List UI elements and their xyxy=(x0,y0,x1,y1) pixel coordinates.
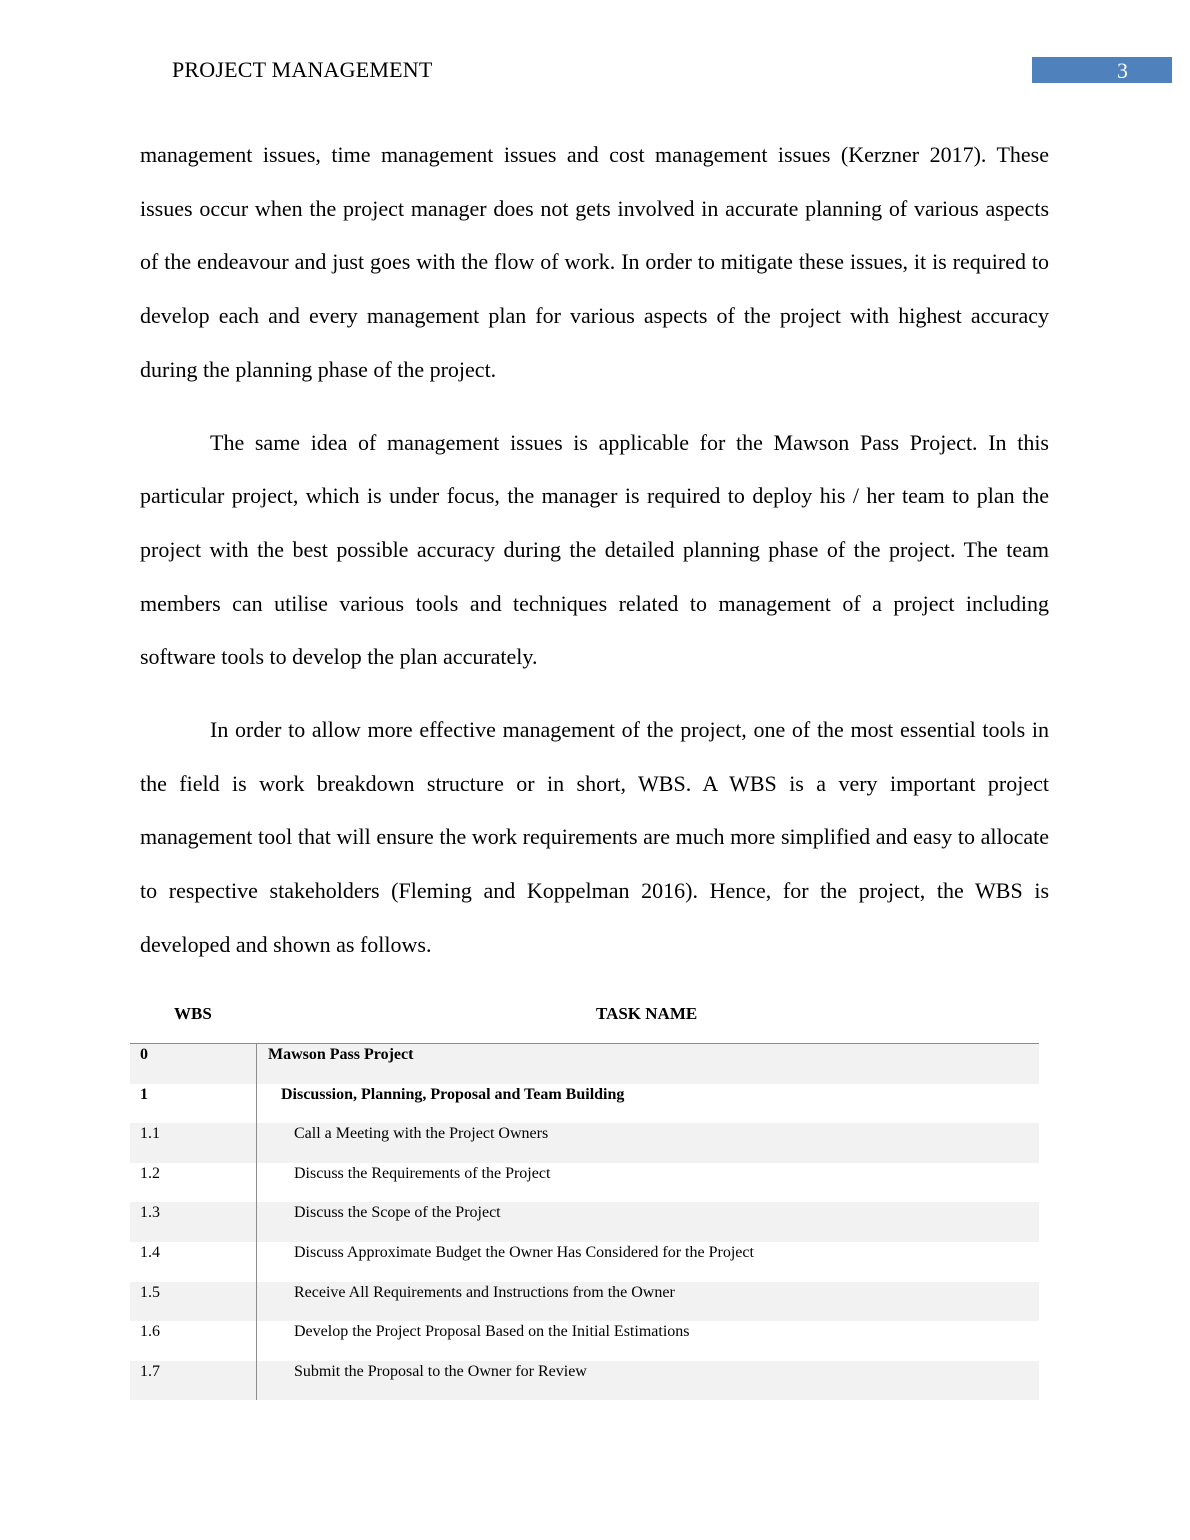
table-column-divider xyxy=(256,1043,257,1400)
page-number: 3 xyxy=(1117,58,1128,83)
table-row xyxy=(130,1044,1039,1084)
running-head: PROJECT MANAGEMENT xyxy=(172,57,433,82)
wbs-code: 0 xyxy=(140,1046,148,1063)
task-name: Discuss Approximate Budget the Owner Has Considered for the Project xyxy=(294,1243,754,1261)
task-name-column-header: TASK NAME xyxy=(596,1004,698,1023)
wbs-table xyxy=(130,1043,1039,1400)
table-row xyxy=(130,1163,1039,1203)
paragraph: In order to allow more effective management of the project, one of the most essential tools in the field is work breakdown structure or in short, WBS. A WBS is a very important project management tool that will ensure the work requirements are much more simplified and easy to allocate to respective stakeholders (Fleming and Koppelman 2016). Hence, for the project, the WBS is developed and shown as follows. xyxy=(140,717,1049,957)
wbs-code: 1.6 xyxy=(140,1323,160,1341)
table-row xyxy=(130,1282,1039,1322)
wbs-column-header: WBS xyxy=(174,1004,212,1023)
task-name: Mawson Pass Project xyxy=(268,1046,414,1063)
task-name: Discuss the Scope of the Project xyxy=(294,1204,501,1222)
body-text xyxy=(140,128,1049,972)
table-row xyxy=(130,1084,1039,1124)
task-name: Develop the Project Proposal Based on the Initial Estimations xyxy=(294,1323,690,1341)
paragraph: The same idea of management issues is applicable for the Mawson Pass Project. In this particular project, which is under focus, the manager is required to deploy his / her team to plan the project with the best possible accuracy during the detailed planning phase of the project. The team members can utilise various tools and techniques related to management of a project including software tools to develop the plan accurately. xyxy=(140,429,1049,670)
wbs-code: 1.1 xyxy=(140,1125,160,1143)
table-row xyxy=(130,1361,1039,1401)
wbs-code: 1.2 xyxy=(140,1164,160,1182)
wbs-code: 1 xyxy=(140,1085,148,1103)
task-name: Discuss the Requirements of the Project xyxy=(294,1164,551,1182)
task-name: Discussion, Planning, Proposal and Team Building xyxy=(281,1085,625,1103)
wbs-code: 1.4 xyxy=(140,1243,160,1261)
paragraph: management issues, time management issues and cost management issues (Kerzner 2017). These issues occur when the project manager does not gets involved in accurate planning of various aspects of the endeavour and just goes with the flow of work. In order to mitigate these issues, it is required to develop each and every management plan for various aspects of the project with highest accuracy during the planning phase of the project. xyxy=(140,142,1049,382)
page-number-box xyxy=(1032,57,1172,83)
table-row xyxy=(130,1123,1039,1163)
task-name: Receive All Requirements and Instructions from the Owner xyxy=(294,1283,675,1301)
wbs-code: 1.3 xyxy=(140,1204,160,1222)
wbs-code: 1.5 xyxy=(140,1283,160,1301)
table-row xyxy=(130,1321,1039,1361)
task-name: Call a Meeting with the Project Owners xyxy=(294,1125,549,1143)
table-row xyxy=(130,1242,1039,1282)
task-name: Submit the Proposal to the Owner for Review xyxy=(294,1362,587,1380)
wbs-code: 1.7 xyxy=(140,1362,160,1380)
table-row xyxy=(130,1202,1039,1242)
